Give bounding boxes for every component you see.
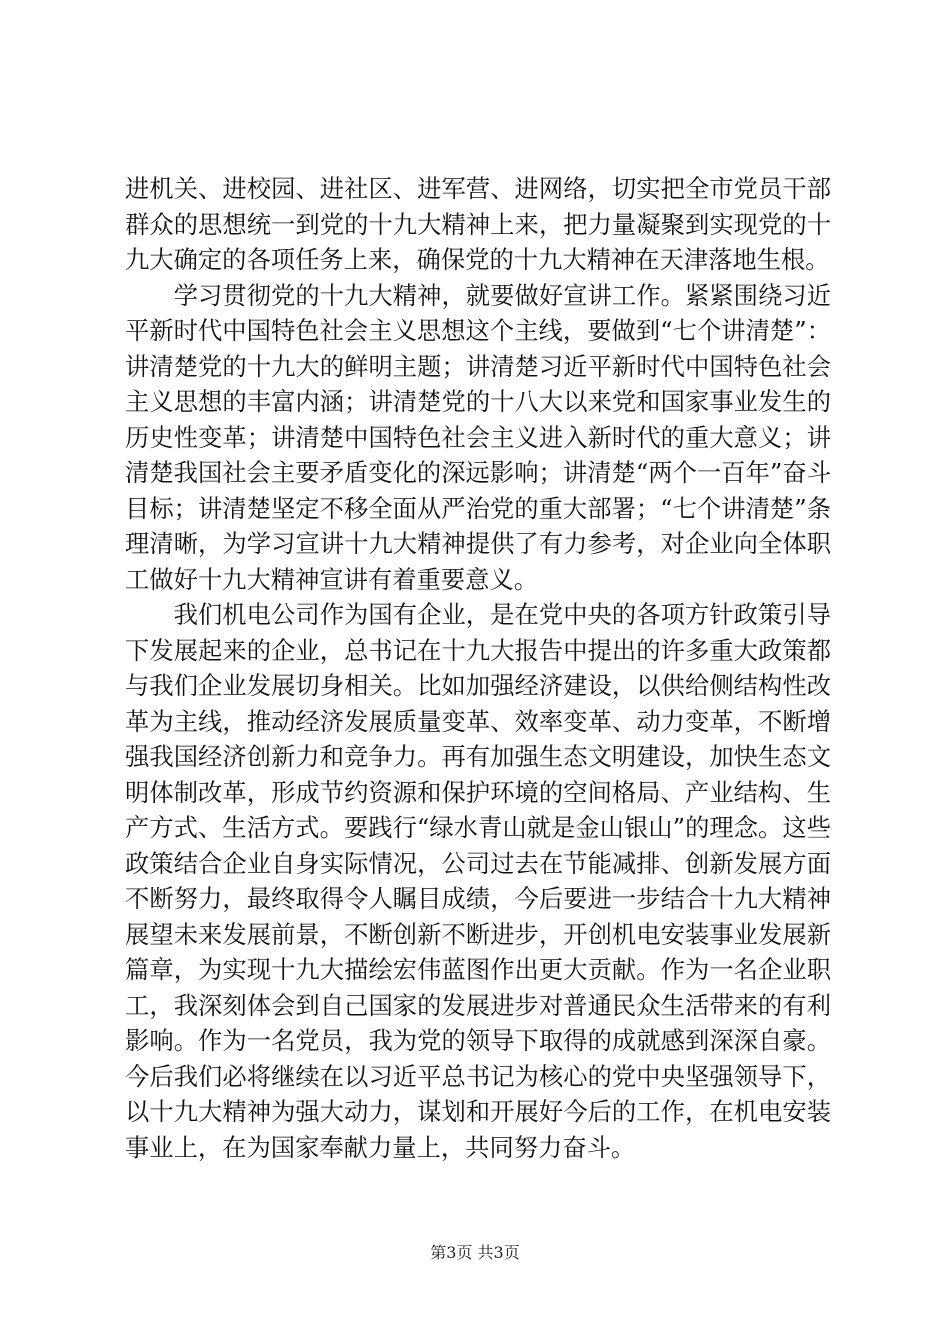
document-body	[125, 171, 831, 1165]
page-total: 共3页	[477, 1243, 520, 1262]
paragraph-company: 我们机电公司作为国有企业，是在党中央的各项方针政策引导下发展起来的企业，总书记在十九大报告中提出的许多重大政策都与我们企业发展切身相关。比如加强经济建设，以供给侧结构性改革为主线，推动经济发展质量变革、效率变革、动力变革，不断增强我国经济创新力和竞争力。再有加强生态文明建设，加快生态文明体制改革，形成节约资源和保护环境的空间格局、产业结构、生产方式、生活方式。要践行“绿水青山就是金山银山”的理念。这些政策结合企业自身实际情况，公司过去在节能减排、创新发展方面不断努力，最终取得令人瞩目成绩，今后要进一步结合十九大精神展望未来发展前景，不断创新不断进步，开创机电安装事业发展新篇章，为实现十九大描绘宏伟蓝图作出更大贡献。作为一名企业职工，我深刻体会到自己国家的发展进步对普通民众生活带来的有利影响。作为一名党员，我为党的领导下取得的成就感到深深自豪。今后我们必将继续在以习近平总书记为核心的党中央坚强领导下，以十九大精神为强大动力，谋划和开展好今后的工作，在机电安装事业上，在为国家奉献力量上，共同努力奋斗。	[125, 600, 831, 1162]
page-number: 第3页	[430, 1243, 473, 1262]
paragraph-continuation: 进机关、进校园、进社区、进军营、进网络，切实把全市党员干部群众的思想统一到党的十九大精神上来，把力量凝聚到实现党的十九大确定的各项任务上来，确保党的十九大精神在天津落地生根。	[125, 174, 831, 274]
paragraph-propaganda: 学习贯彻党的十九大精神，就要做好宣讲工作。紧紧围绕习近平新时代中国特色社会主义思想这个主线，要做到“七个讲清楚”：讲清楚党的十九大的鲜明主题；讲清楚习近平新时代中国特色社会主义思想的丰富内涵；讲清楚党的十八大以来党和国家事业发生的历史性变革；讲清楚中国特色社会主义进入新时代的重大意义；讲清楚我国社会主要矛盾变化的深远影响；讲清楚“两个一百年”奋斗目标；讲清楚坚定不移全面从严治党的重大部署；“七个讲清楚”条理清晰，为学习宣讲十九大精神提供了有力参考，对企业向全体职工做好十九大精神宣讲有着重要意义。	[125, 280, 831, 594]
page-footer	[0, 1243, 950, 1263]
